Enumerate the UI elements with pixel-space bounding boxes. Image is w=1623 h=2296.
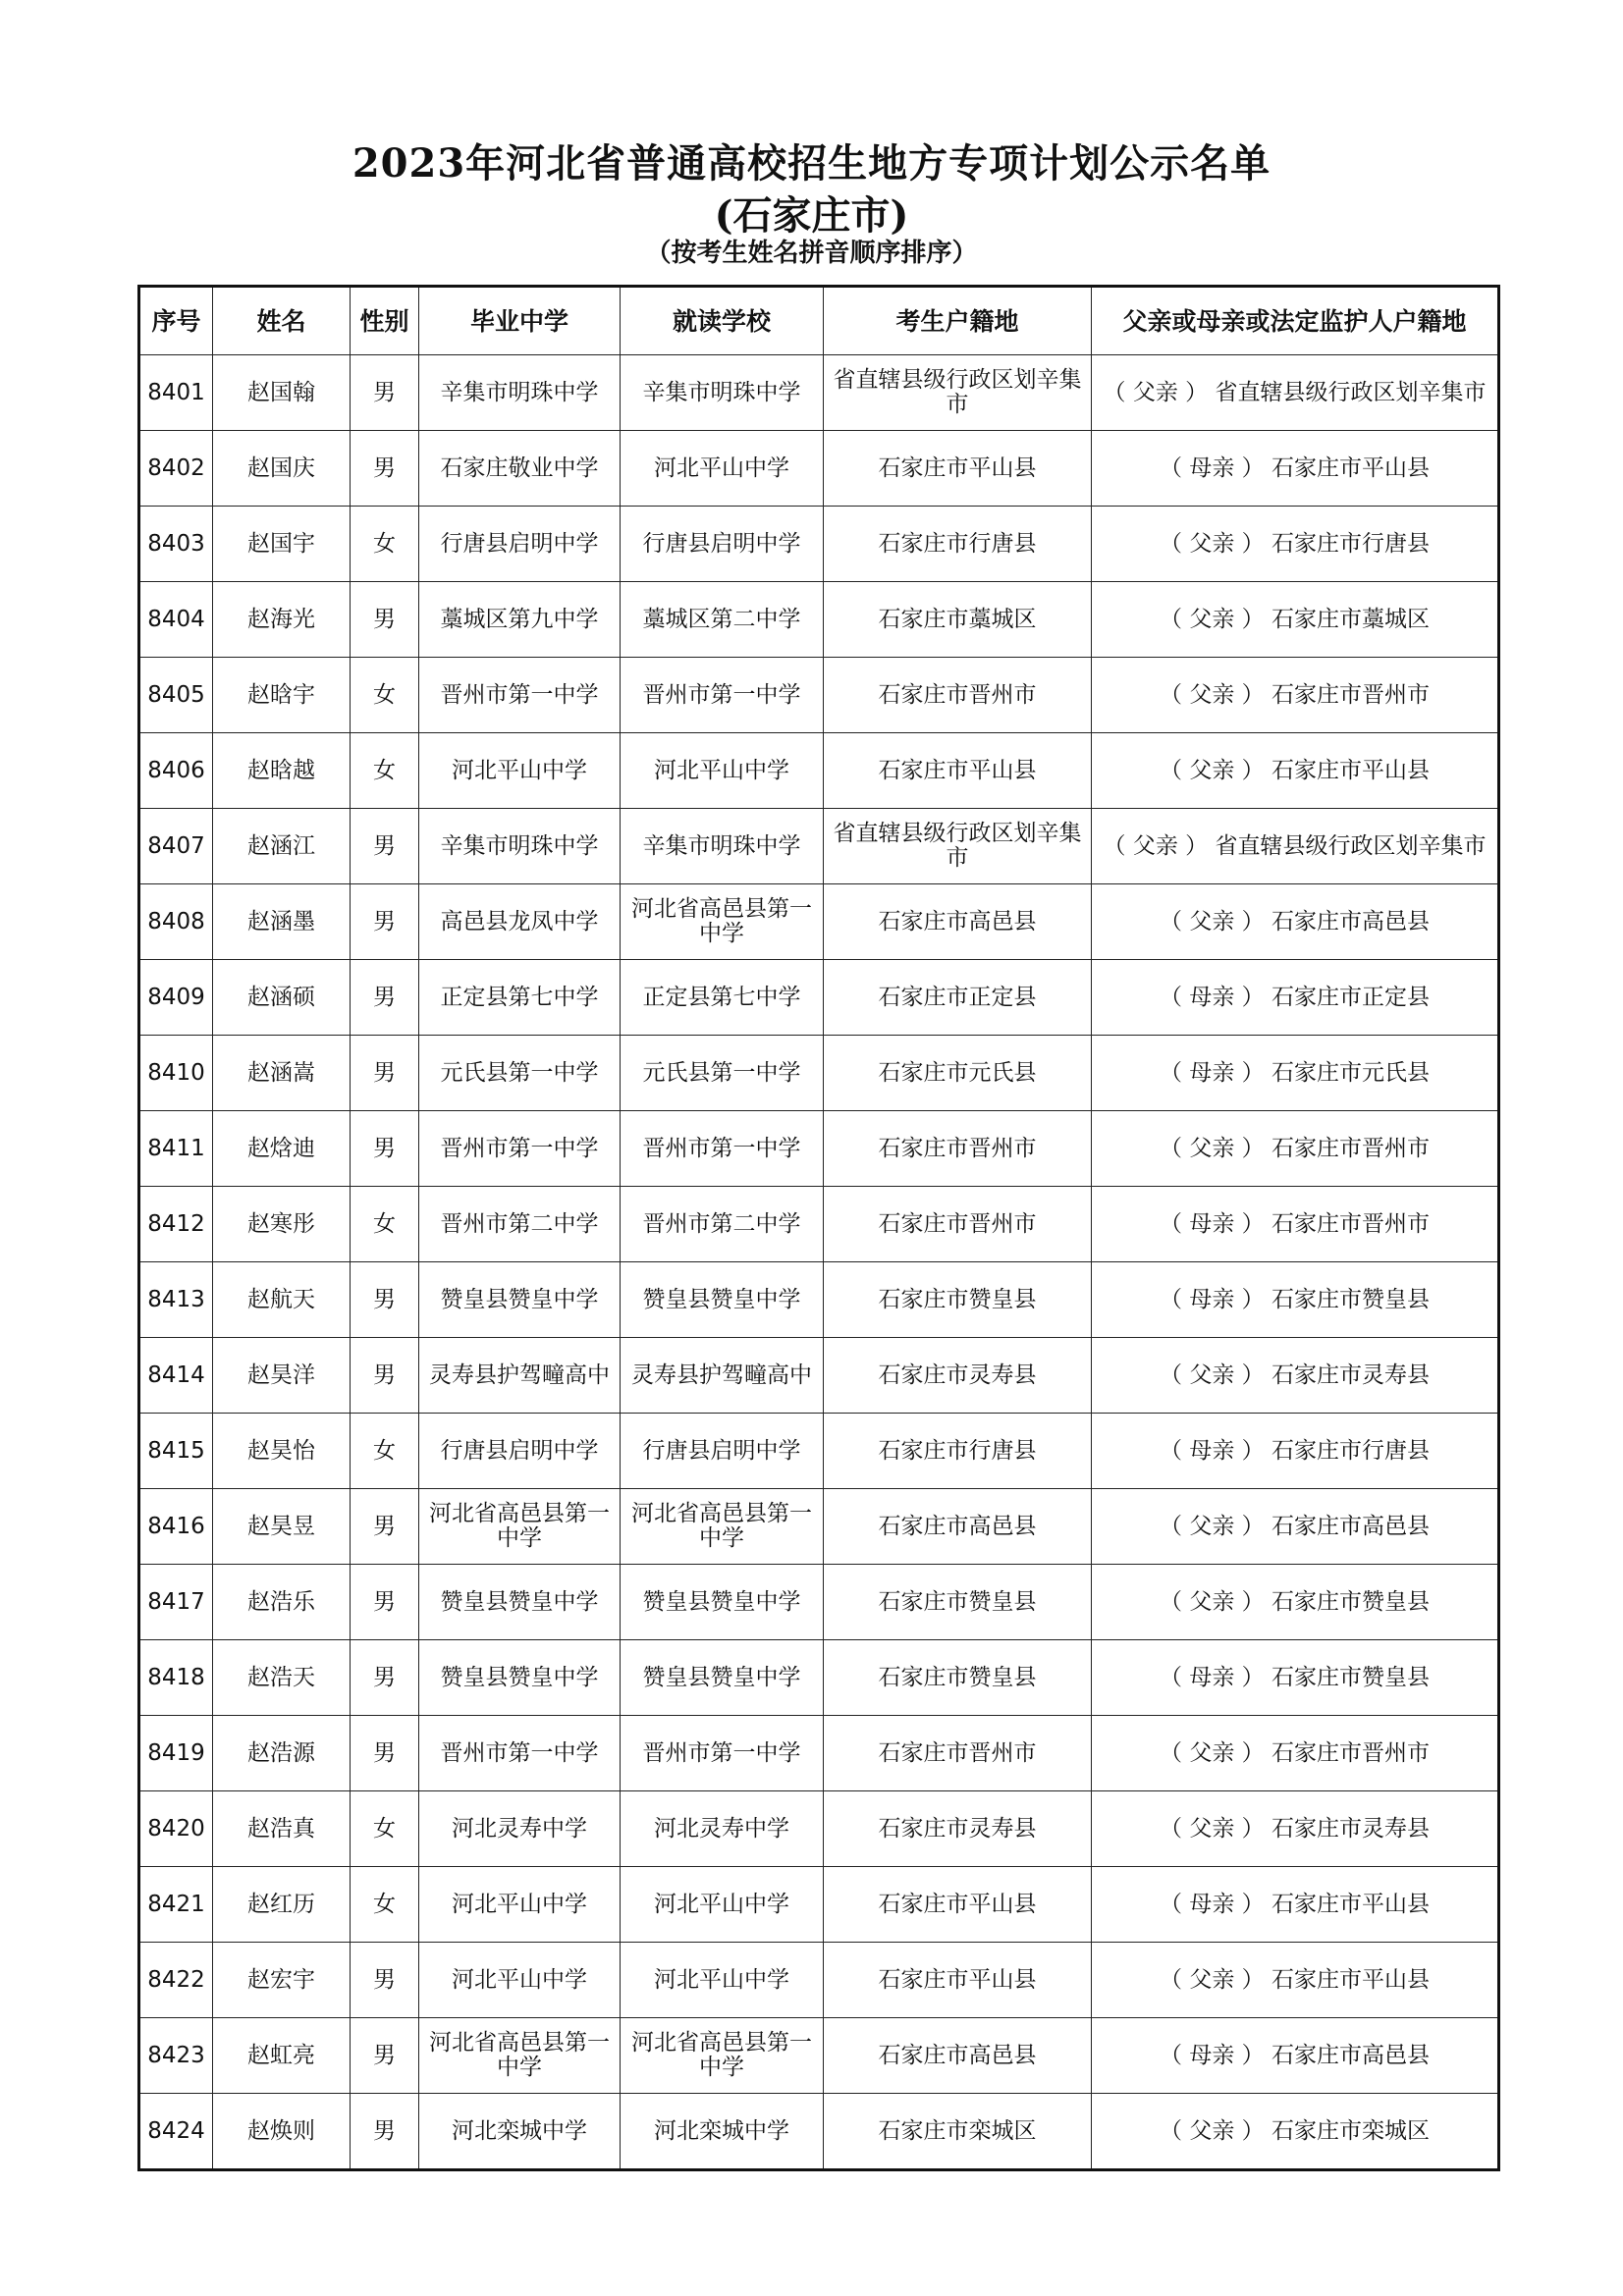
table-row: [139, 1565, 1499, 1640]
cell-graduation-school: 晋州市第一中学: [419, 1716, 621, 1791]
table-row: [139, 1640, 1499, 1716]
cell-index: 8424: [139, 2094, 213, 2170]
cell-current-school: 灵寿县护驾疃高中: [621, 1338, 824, 1414]
cell-gender: 男: [351, 884, 419, 960]
cell-guardian-residence: （ 母亲 ） 石家庄市行唐县: [1092, 1414, 1499, 1489]
cell-student-residence: 石家庄市平山县: [824, 431, 1092, 507]
cell-guardian-residence: （ 母亲 ） 石家庄市正定县: [1092, 960, 1499, 1036]
cell-current-school: 赞皇县赞皇中学: [621, 1565, 824, 1640]
cell-index: 8417: [139, 1565, 213, 1640]
cell-student-residence: 石家庄市赞皇县: [824, 1640, 1092, 1716]
cell-student-residence: 石家庄市栾城区: [824, 2094, 1092, 2170]
cell-index: 8402: [139, 431, 213, 507]
cell-index: 8416: [139, 1489, 213, 1565]
table-row: [139, 431, 1499, 507]
cell-index: 8413: [139, 1262, 213, 1338]
cell-index: 8404: [139, 582, 213, 658]
cell-index: 8420: [139, 1791, 213, 1867]
table-row: [139, 1338, 1499, 1414]
cell-guardian-residence: （ 父亲 ） 石家庄市灵寿县: [1092, 1338, 1499, 1414]
cell-student-residence: 石家庄市平山县: [824, 733, 1092, 809]
cell-current-school: 元氏县第一中学: [621, 1036, 824, 1111]
candidate-table: [137, 285, 1500, 2171]
table-row: [139, 960, 1499, 1036]
cell-student-residence: 石家庄市晋州市: [824, 1187, 1092, 1262]
cell-student-residence: 石家庄市高邑县: [824, 2018, 1092, 2094]
cell-current-school: 行唐县启明中学: [621, 1414, 824, 1489]
cell-name: 赵国庆: [213, 431, 351, 507]
table-row: [139, 2018, 1499, 2094]
cell-student-residence: 石家庄市高邑县: [824, 884, 1092, 960]
cell-name: 赵昊怡: [213, 1414, 351, 1489]
cell-name: 赵红历: [213, 1867, 351, 1943]
cell-gender: 男: [351, 1943, 419, 2018]
cell-current-school: 晋州市第一中学: [621, 1716, 824, 1791]
cell-gender: 女: [351, 1187, 419, 1262]
cell-guardian-residence: （ 父亲 ） 石家庄市晋州市: [1092, 658, 1499, 733]
cell-current-school: 河北平山中学: [621, 431, 824, 507]
cell-guardian-residence: （ 父亲 ） 省直辖县级行政区划辛集市: [1092, 355, 1499, 431]
cell-student-residence: 省直辖县级行政区划辛集市: [824, 355, 1092, 431]
cell-index: 8422: [139, 1943, 213, 2018]
cell-graduation-school: 灵寿县护驾疃高中: [419, 1338, 621, 1414]
cell-graduation-school: 辛集市明珠中学: [419, 809, 621, 884]
header-student-residence: 考生户籍地: [824, 287, 1092, 355]
cell-index: 8423: [139, 2018, 213, 2094]
table-row: [139, 1111, 1499, 1187]
cell-index: 8405: [139, 658, 213, 733]
cell-current-school: 赞皇县赞皇中学: [621, 1640, 824, 1716]
cell-graduation-school: 元氏县第一中学: [419, 1036, 621, 1111]
table-header-row: [139, 287, 1499, 355]
cell-name: 赵航天: [213, 1262, 351, 1338]
cell-name: 赵浩真: [213, 1791, 351, 1867]
cell-graduation-school: 晋州市第二中学: [419, 1187, 621, 1262]
cell-gender: 男: [351, 2094, 419, 2170]
cell-current-school: 河北平山中学: [621, 1943, 824, 2018]
table-row: [139, 507, 1499, 582]
cell-student-residence: 石家庄市灵寿县: [824, 1338, 1092, 1414]
header-index: 序号: [139, 287, 213, 355]
cell-gender: 男: [351, 431, 419, 507]
table-row: [139, 884, 1499, 960]
cell-current-school: 正定县第七中学: [621, 960, 824, 1036]
cell-graduation-school: 高邑县龙凤中学: [419, 884, 621, 960]
cell-index: 8403: [139, 507, 213, 582]
table-row: [139, 1187, 1499, 1262]
cell-guardian-residence: （ 父亲 ） 石家庄市晋州市: [1092, 1111, 1499, 1187]
cell-graduation-school: 河北省高邑县第一中学: [419, 2018, 621, 2094]
cell-student-residence: 石家庄市晋州市: [824, 1716, 1092, 1791]
cell-name: 赵浩天: [213, 1640, 351, 1716]
cell-current-school: 河北平山中学: [621, 733, 824, 809]
cell-student-residence: 石家庄市正定县: [824, 960, 1092, 1036]
header-graduation-school: 毕业中学: [419, 287, 621, 355]
cell-student-residence: 石家庄市平山县: [824, 1943, 1092, 2018]
cell-student-residence: 石家庄市灵寿县: [824, 1791, 1092, 1867]
cell-index: 8418: [139, 1640, 213, 1716]
cell-graduation-school: 赞皇县赞皇中学: [419, 1565, 621, 1640]
cell-index: 8410: [139, 1036, 213, 1111]
cell-index: 8406: [139, 733, 213, 809]
cell-guardian-residence: （ 父亲 ） 石家庄市平山县: [1092, 733, 1499, 809]
cell-graduation-school: 晋州市第一中学: [419, 1111, 621, 1187]
cell-name: 赵焓迪: [213, 1111, 351, 1187]
cell-name: 赵海光: [213, 582, 351, 658]
cell-gender: 男: [351, 1716, 419, 1791]
cell-gender: 男: [351, 1640, 419, 1716]
cell-name: 赵国宇: [213, 507, 351, 582]
cell-gender: 女: [351, 658, 419, 733]
cell-guardian-residence: （ 母亲 ） 石家庄市赞皇县: [1092, 1640, 1499, 1716]
cell-gender: 男: [351, 1036, 419, 1111]
table-row: [139, 1036, 1499, 1111]
cell-guardian-residence: （ 父亲 ） 石家庄市栾城区: [1092, 2094, 1499, 2170]
cell-index: 8411: [139, 1111, 213, 1187]
cell-student-residence: 石家庄市晋州市: [824, 658, 1092, 733]
cell-graduation-school: 晋州市第一中学: [419, 658, 621, 733]
cell-guardian-residence: （ 父亲 ） 石家庄市平山县: [1092, 1943, 1499, 2018]
cell-name: 赵虹亮: [213, 2018, 351, 2094]
cell-guardian-residence: （ 父亲 ） 石家庄市晋州市: [1092, 1716, 1499, 1791]
table-row: [139, 582, 1499, 658]
cell-index: 8407: [139, 809, 213, 884]
cell-gender: 男: [351, 1262, 419, 1338]
cell-name: 赵涵硕: [213, 960, 351, 1036]
cell-name: 赵寒彤: [213, 1187, 351, 1262]
cell-index: 8414: [139, 1338, 213, 1414]
sort-note: （按考生姓名拼音顺序排序）: [645, 239, 978, 268]
document-title: 2023年河北省普通高校招生地方专项计划公示名单: [352, 140, 1271, 187]
cell-graduation-school: 行唐县启明中学: [419, 507, 621, 582]
cell-name: 赵宏宇: [213, 1943, 351, 2018]
cell-student-residence: 石家庄市藁城区: [824, 582, 1092, 658]
cell-current-school: 行唐县启明中学: [621, 507, 824, 582]
cell-student-residence: 石家庄市赞皇县: [824, 1565, 1092, 1640]
cell-index: 8415: [139, 1414, 213, 1489]
table-row: [139, 355, 1499, 431]
cell-graduation-school: 河北省高邑县第一中学: [419, 1489, 621, 1565]
cell-student-residence: 石家庄市高邑县: [824, 1489, 1092, 1565]
cell-gender: 男: [351, 1489, 419, 1565]
cell-graduation-school: 辛集市明珠中学: [419, 355, 621, 431]
cell-name: 赵浩源: [213, 1716, 351, 1791]
table-row: [139, 1791, 1499, 1867]
cell-gender: 女: [351, 507, 419, 582]
cell-current-school: 辛集市明珠中学: [621, 809, 824, 884]
cell-gender: 男: [351, 809, 419, 884]
cell-gender: 男: [351, 355, 419, 431]
cell-name: 赵涵江: [213, 809, 351, 884]
cell-guardian-residence: （ 母亲 ） 石家庄市平山县: [1092, 431, 1499, 507]
cell-graduation-school: 藁城区第九中学: [419, 582, 621, 658]
cell-graduation-school: 河北平山中学: [419, 733, 621, 809]
cell-name: 赵晗越: [213, 733, 351, 809]
cell-gender: 男: [351, 1338, 419, 1414]
cell-name: 赵涵嵩: [213, 1036, 351, 1111]
document-subtitle: (石家庄市): [714, 192, 909, 239]
table-row: [139, 1414, 1499, 1489]
cell-gender: 女: [351, 733, 419, 809]
cell-graduation-school: 河北平山中学: [419, 1943, 621, 2018]
cell-graduation-school: 正定县第七中学: [419, 960, 621, 1036]
table-row: [139, 1716, 1499, 1791]
cell-name: 赵晗宇: [213, 658, 351, 733]
cell-current-school: 河北省高邑县第一中学: [621, 2018, 824, 2094]
cell-guardian-residence: （ 父亲 ） 石家庄市赞皇县: [1092, 1565, 1499, 1640]
cell-name: 赵浩乐: [213, 1565, 351, 1640]
cell-student-residence: 石家庄市行唐县: [824, 507, 1092, 582]
cell-index: 8419: [139, 1716, 213, 1791]
cell-graduation-school: 赞皇县赞皇中学: [419, 1640, 621, 1716]
cell-guardian-residence: （ 母亲 ） 石家庄市元氏县: [1092, 1036, 1499, 1111]
cell-current-school: 晋州市第一中学: [621, 658, 824, 733]
cell-student-residence: 石家庄市元氏县: [824, 1036, 1092, 1111]
cell-graduation-school: 河北平山中学: [419, 1867, 621, 1943]
cell-index: 8421: [139, 1867, 213, 1943]
cell-gender: 女: [351, 1791, 419, 1867]
cell-graduation-school: 赞皇县赞皇中学: [419, 1262, 621, 1338]
table-row: [139, 809, 1499, 884]
cell-gender: 女: [351, 1867, 419, 1943]
cell-gender: 男: [351, 1111, 419, 1187]
cell-guardian-residence: （ 父亲 ） 石家庄市藁城区: [1092, 582, 1499, 658]
cell-current-school: 晋州市第二中学: [621, 1187, 824, 1262]
cell-guardian-residence: （ 父亲 ） 石家庄市高邑县: [1092, 884, 1499, 960]
table-row: [139, 1262, 1499, 1338]
cell-graduation-school: 石家庄敬业中学: [419, 431, 621, 507]
cell-gender: 男: [351, 582, 419, 658]
table-row: [139, 1867, 1499, 1943]
table-row: [139, 733, 1499, 809]
cell-name: 赵昊洋: [213, 1338, 351, 1414]
cell-student-residence: 省直辖县级行政区划辛集市: [824, 809, 1092, 884]
cell-gender: 男: [351, 1565, 419, 1640]
cell-name: 赵昊昱: [213, 1489, 351, 1565]
cell-guardian-residence: （ 父亲 ） 石家庄市行唐县: [1092, 507, 1499, 582]
cell-student-residence: 石家庄市行唐县: [824, 1414, 1092, 1489]
cell-graduation-school: 行唐县启明中学: [419, 1414, 621, 1489]
cell-guardian-residence: （ 父亲 ） 石家庄市灵寿县: [1092, 1791, 1499, 1867]
cell-gender: 女: [351, 1414, 419, 1489]
cell-student-residence: 石家庄市晋州市: [824, 1111, 1092, 1187]
cell-student-residence: 石家庄市平山县: [824, 1867, 1092, 1943]
cell-gender: 男: [351, 2018, 419, 2094]
cell-current-school: 河北平山中学: [621, 1867, 824, 1943]
table-row: [139, 2094, 1499, 2170]
cell-guardian-residence: （ 母亲 ） 石家庄市晋州市: [1092, 1187, 1499, 1262]
cell-name: 赵涵墨: [213, 884, 351, 960]
cell-graduation-school: 河北灵寿中学: [419, 1791, 621, 1867]
table-row: [139, 1943, 1499, 2018]
cell-guardian-residence: （ 父亲 ） 省直辖县级行政区划辛集市: [1092, 809, 1499, 884]
table-row: [139, 658, 1499, 733]
header-gender: 性别: [351, 287, 419, 355]
cell-current-school: 河北省高邑县第一中学: [621, 884, 824, 960]
cell-graduation-school: 河北栾城中学: [419, 2094, 621, 2170]
header-current-school: 就读学校: [621, 287, 824, 355]
cell-current-school: 辛集市明珠中学: [621, 355, 824, 431]
cell-guardian-residence: （ 母亲 ） 石家庄市高邑县: [1092, 2018, 1499, 2094]
header-guardian-residence: 父亲或母亲或法定监护人户籍地: [1092, 287, 1499, 355]
cell-guardian-residence: （ 母亲 ） 石家庄市赞皇县: [1092, 1262, 1499, 1338]
cell-name: 赵焕则: [213, 2094, 351, 2170]
cell-index: 8412: [139, 1187, 213, 1262]
cell-name: 赵国翰: [213, 355, 351, 431]
cell-current-school: 河北栾城中学: [621, 2094, 824, 2170]
cell-index: 8408: [139, 884, 213, 960]
cell-index: 8401: [139, 355, 213, 431]
cell-current-school: 河北灵寿中学: [621, 1791, 824, 1867]
table-row: [139, 1489, 1499, 1565]
cell-gender: 男: [351, 960, 419, 1036]
header-name: 姓名: [213, 287, 351, 355]
cell-guardian-residence: （ 父亲 ） 石家庄市高邑县: [1092, 1489, 1499, 1565]
cell-current-school: 晋州市第一中学: [621, 1111, 824, 1187]
cell-current-school: 藁城区第二中学: [621, 582, 824, 658]
cell-current-school: 赞皇县赞皇中学: [621, 1262, 824, 1338]
cell-guardian-residence: （ 母亲 ） 石家庄市平山县: [1092, 1867, 1499, 1943]
cell-current-school: 河北省高邑县第一中学: [621, 1489, 824, 1565]
cell-student-residence: 石家庄市赞皇县: [824, 1262, 1092, 1338]
cell-index: 8409: [139, 960, 213, 1036]
